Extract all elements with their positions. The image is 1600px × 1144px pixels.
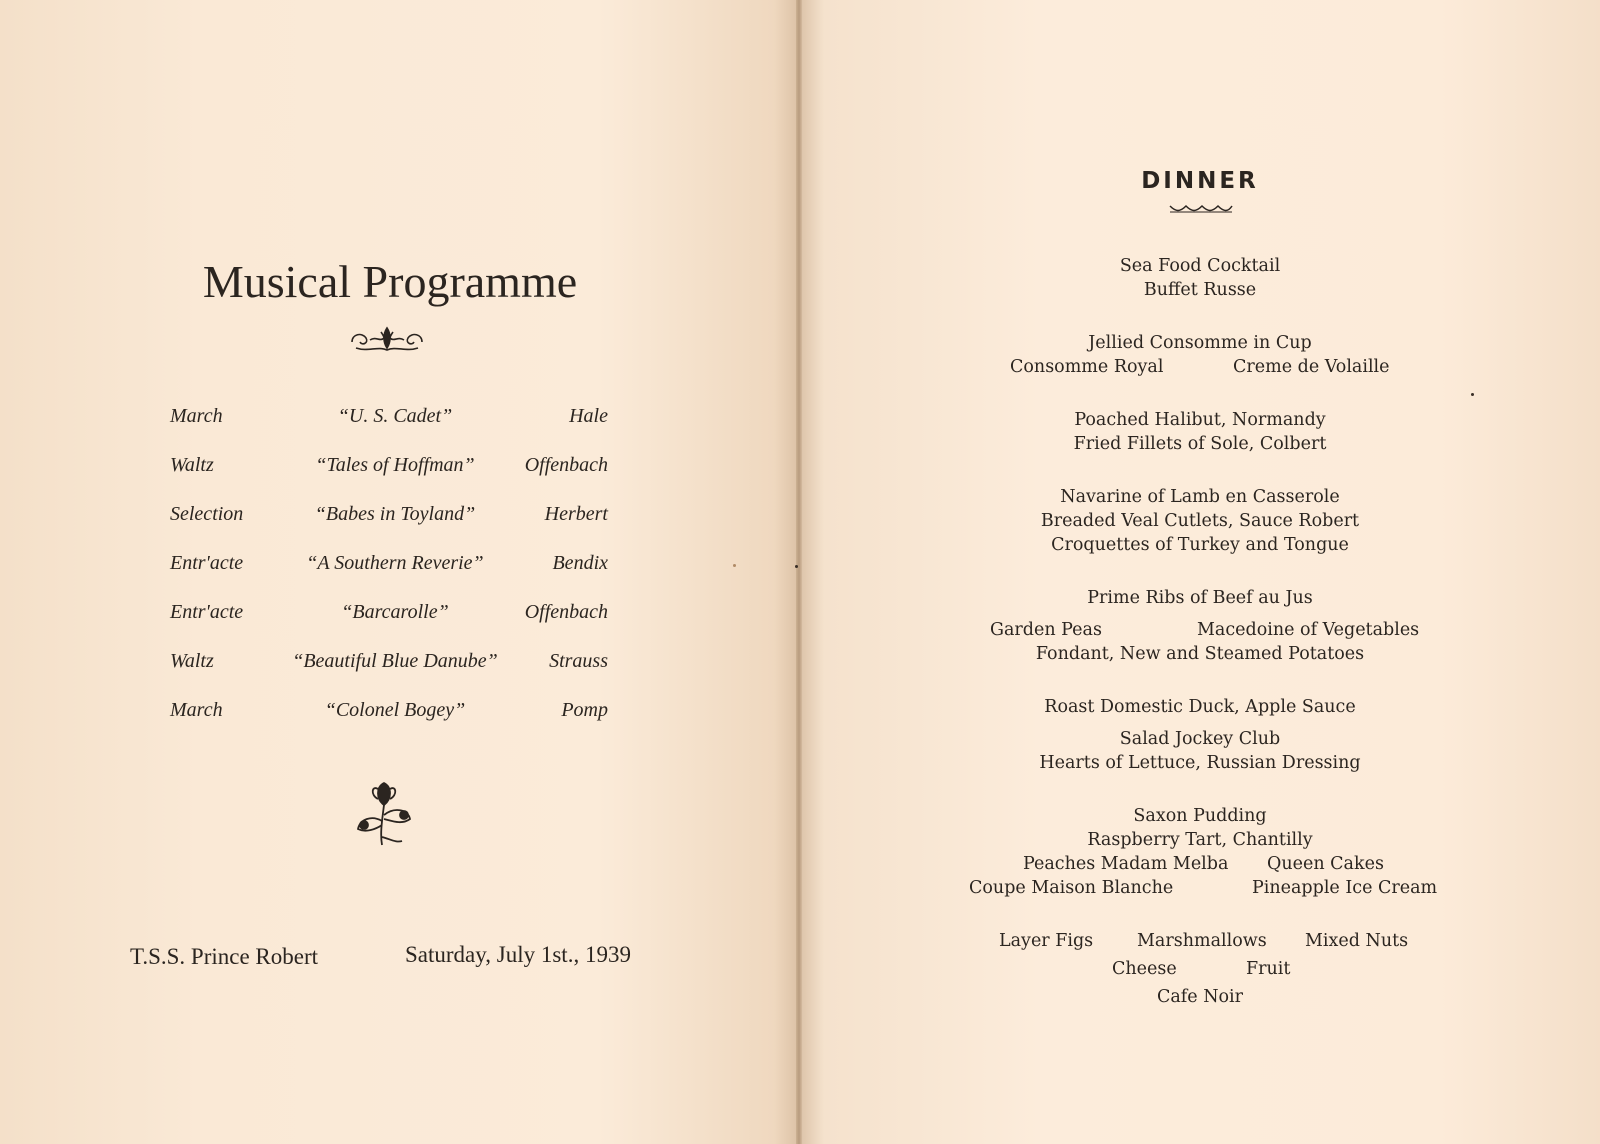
piece-composer: Herbert (544, 503, 608, 525)
menu-item: Poached Halibut, Normandy (1074, 410, 1326, 430)
piece-form: March (170, 699, 223, 721)
programme-row (0, 503, 700, 533)
piece-composer: Bendix (552, 552, 608, 574)
wave-ornament-icon (1168, 202, 1234, 214)
menu-item: Fruit (1246, 959, 1291, 979)
menu-item: Sea Food Cocktail (1119, 256, 1281, 276)
piece-composer: Pomp (561, 699, 608, 721)
menu-item: Pineapple Ice Cream (1252, 878, 1438, 898)
piece-title: “Beautiful Blue Danube” (292, 650, 498, 672)
piece-form: Waltz (170, 454, 214, 476)
piece-title: “U. S. Cadet” (337, 405, 453, 427)
menu-item: Saxon Pudding (1133, 806, 1267, 826)
piece-composer: Offenbach (524, 601, 608, 623)
piece-form: Entr'acte (170, 552, 244, 574)
piece-form: March (170, 405, 223, 427)
menu-item: Fried Fillets of Sole, Colbert (1073, 434, 1327, 454)
menu-item: Salad Jockey Club (1119, 729, 1281, 749)
menu-item: Buffet Russe (1143, 280, 1257, 300)
musical-programme-title: Musical Programme (202, 256, 578, 307)
piece-title: “Colonel Bogey” (324, 699, 466, 721)
piece-title: “Babes in Toyland” (314, 503, 476, 525)
programme-row (0, 454, 700, 484)
menu-item: Layer Figs (999, 931, 1094, 951)
menu-item: Garden Peas (990, 620, 1102, 640)
menu-item: Peaches Madam Melba (1023, 854, 1229, 874)
menu-item: Creme de Volaille (1233, 357, 1390, 377)
menu-item: Fondant, New and Steamed Potatoes (1035, 644, 1365, 664)
menu-item: Mixed Nuts (1305, 931, 1409, 951)
menu-item: Cheese (1112, 959, 1177, 979)
menu-item: Hearts of Lettuce, Russian Dressing (1039, 753, 1361, 773)
piece-form: Selection (170, 503, 244, 525)
menu-item: Macedoine of Vegetables (1197, 620, 1420, 640)
piece-form: Waltz (170, 650, 214, 672)
programme-row (0, 601, 700, 631)
programme-row (0, 552, 700, 582)
paper-speck (795, 565, 798, 568)
piece-composer: Hale (569, 405, 608, 427)
piece-title: “A Southern Reverie” (306, 552, 484, 574)
programme-row (0, 699, 700, 729)
paper-speck (1471, 393, 1474, 396)
piece-composer: Offenbach (524, 454, 608, 476)
piece-title: “Barcarolle” (341, 601, 449, 623)
piece-title: “Tales of Hoffman” (315, 454, 475, 476)
scroll-ornament-icon (348, 322, 426, 358)
menu-item: Marshmallows (1137, 931, 1267, 951)
menu-item: Jellied Consomme in Cup (1088, 333, 1312, 353)
menu-item: Croquettes of Turkey and Tongue (1051, 535, 1349, 555)
menu-item: Raspberry Tart, Chantilly (1087, 830, 1313, 850)
ship-name: T.S.S. Prince Robert (130, 944, 319, 969)
menu-item: Breaded Veal Cutlets, Sauce Robert (1040, 511, 1360, 531)
programme-row (0, 405, 700, 435)
piece-composer: Strauss (549, 650, 608, 672)
menu-date: Saturday, July 1st., 1939 (405, 942, 631, 967)
menu-item: Prime Ribs of Beef au Jus (1087, 588, 1313, 608)
menu-item: Coupe Maison Blanche (969, 878, 1174, 898)
menu-item: Roast Domestic Duck, Apple Sauce (1044, 697, 1356, 717)
menu-item: Queen Cakes (1267, 854, 1384, 874)
menu-item: Navarine of Lamb en Casserole (1060, 487, 1340, 507)
paper-speck (733, 564, 736, 567)
flower-ornament-icon (352, 775, 416, 847)
piece-form: Entr'acte (170, 601, 244, 623)
programme-row (0, 650, 700, 680)
dinner-heading: DINNER (1141, 168, 1259, 194)
menu-item: Consomme Royal (1010, 357, 1164, 377)
menu-item: Cafe Noir (1156, 987, 1244, 1007)
